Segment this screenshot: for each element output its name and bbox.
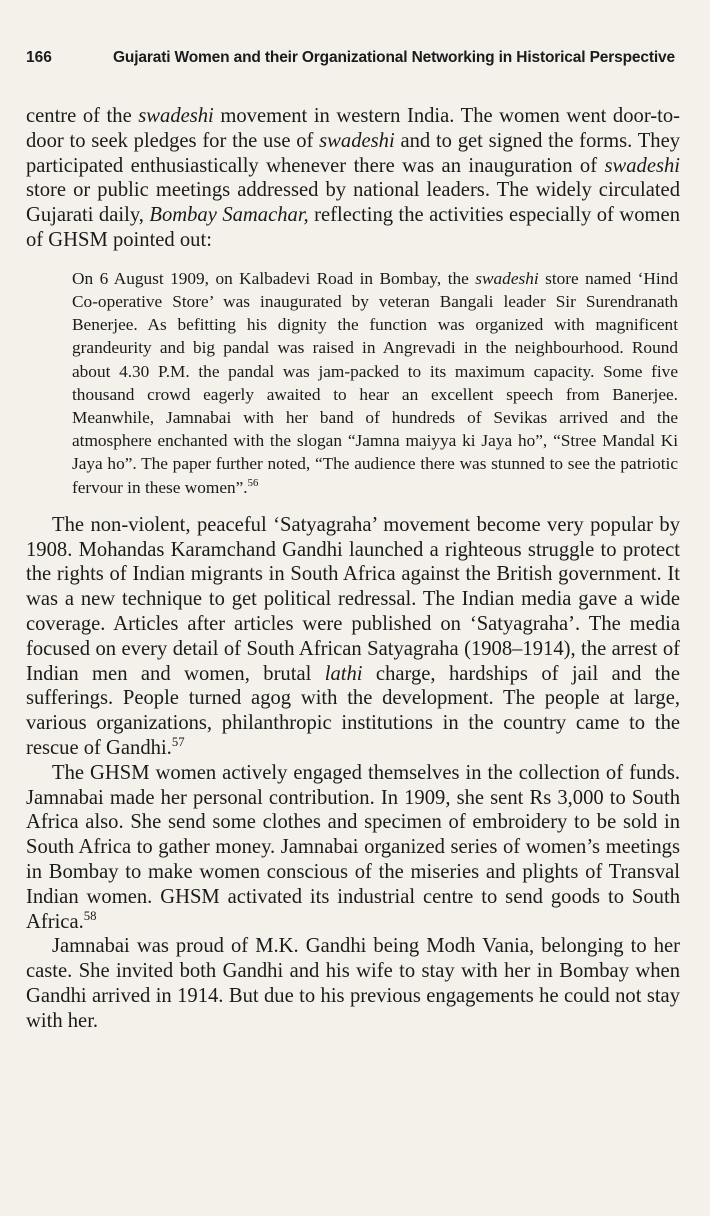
page-number: 166 [26,49,52,66]
footnote-ref-56: 56 [247,476,259,489]
paragraph-3: The GHSM women actively engaged themselves in the collection of funds. Jamnabai made her personal contribution. In 1909, she sent Rs 3,000 to South Africa also. She send some clothes and specimen of embroidery to be sold in South Africa to gather money. Jamnabai organized series of women’s meetings in Bombay to make women conscious of the miseries and plights of Transval Indian women. GHSM activated its industrial centre to send goods to South Africa.$^{58}$ [26,761,680,933]
body-text [26,104,680,1034]
running-title: Gujarati Women and their Organizational Networking in Historical Perspective [113,49,675,66]
page-header [26,45,678,71]
footnote-ref-58: 58 [83,908,97,923]
paragraph-1: centre of the swadeshi movement in western India. The women went door-to-door to seek pledges for the use of swadeshi and to get signed the forms. They participated enthusiastically whenever there was an inauguration of swadeshi store or public meetings addressed by national leaders. The widely circulated Gujarati daily, Bombay Samachar, reflecting the activities especially of women of GHSM pointed out: [26,105,681,251]
block-quote: On 6 August 1909, on Kalbadevi Road in Bombay, the swadeshi store named ‘Hind Co-operative Store’ was inaugurated by veteran Bangali leader Sir Surendranath Benerjee. As befitting his dignity the function was organized with magnificent grandeurity and big pandal was raised in Angrevadi in the neighbourhood. Round about 4.30 P.M. the pandal was jam-packed to its maximum capacity. Some five thousand crowd eagerly awaited to hear an excellent speech from Banerjee. Meanwhile, Jamnabai with her band of hundreds of Sevikas arrived and the atmosphere enchanted with the slogan “Jamna maiyya ki Jaya ho”, “Stree Mandal Ki Jaya ho”. The paper further noted, “The audience there was stunned to see the patriotic fervour in these women”.$^{56}$ [72,268,678,497]
paragraph-4: Jamnabai was proud of M.K. Gandhi being Modh Vania, belonging to her caste. She invited both Gandhi and his wife to stay with her in Bombay when Gandhi arrived in 1914. But due to his previous engagements he could not stay with her. [26,935,680,1032]
paragraph-2: The non-violent, peaceful ‘Satyagraha’ movement become very popular by 1908. Mohandas Karamchand Gandhi launched a righteous struggle to protect the rights of Indian migrants in South Africa against the British government. It was a new technique to get political redressal. The Indian media gave a wide coverage. Articles after articles were published on ‘Satyagraha’. The media focused on every detail of South African Satyagraha (1908–1914), the arrest of Indian men and women, brutal lathi charge, hardships of jail and the sufferings. People turned agog with the development. The people at large, various organizations, philanthropic institutions in the country came to the rescue of Gandhi.$^{57}$ [26,513,680,759]
footnote-ref-57: 57 [171,735,185,750]
